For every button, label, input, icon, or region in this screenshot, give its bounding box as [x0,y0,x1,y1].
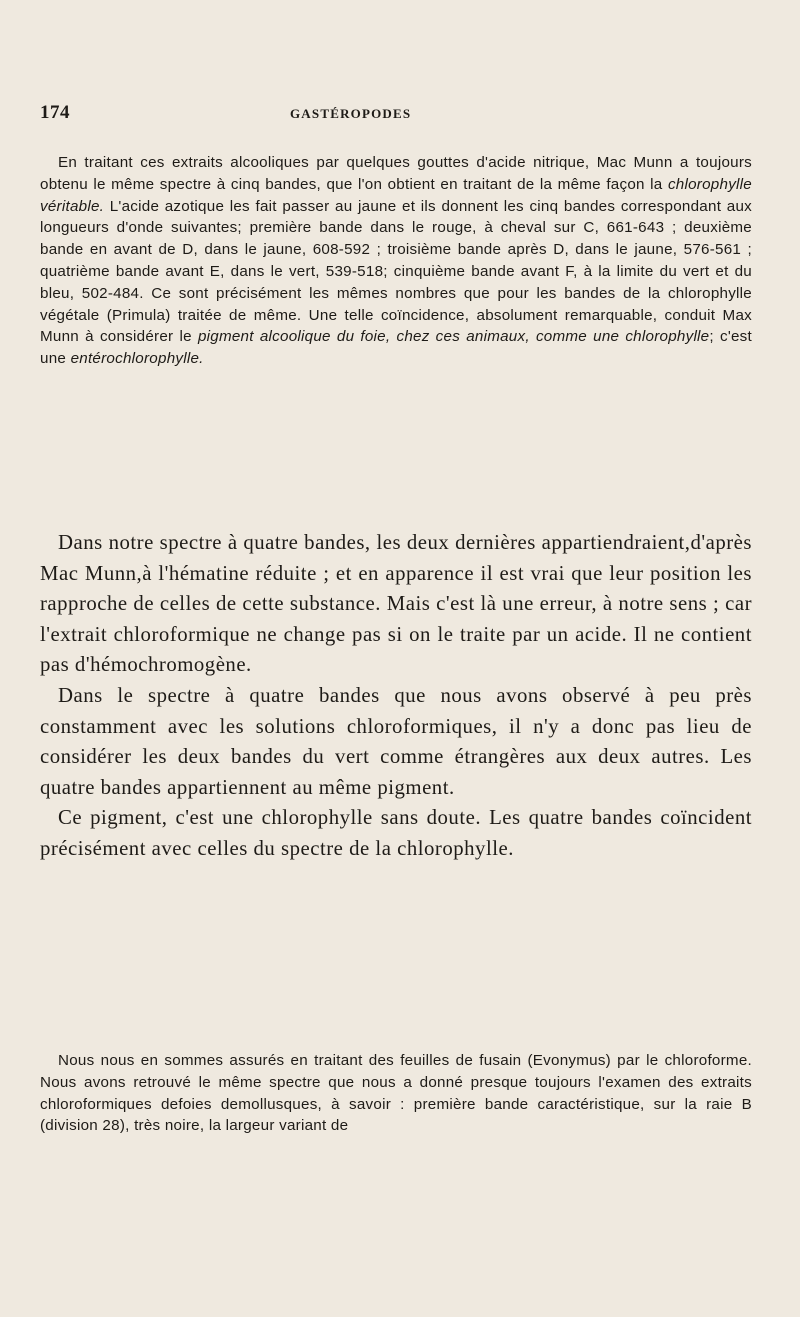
paragraph-mac-munn [40,152,752,370]
para1-italic-1: chlorophylle véritable. [40,175,752,215]
page-number: 174 [40,102,70,123]
paragraph-bandes-du-vert: Dans le spectre à quatre bandes que nous avons observé à peu près constamment avec les solutions chloroformiques, il n'y a donc pas lieu de considérer les deux bandes du vert comme étrangères aux deux autres. Les quatre bandes appartiennent au même pigment. [40,683,752,799]
paragraph-chlorophylle: Ce pigment, c'est une chlorophylle sans doute. Les quatre bandes coïncident précisément avec celles du spectre de la chlorophylle. [40,806,752,860]
paragraph-fusain: Nous nous en sommes assurés en traitant des feuilles de fusain (Evonymus) par le chloroforme. Nous avons retrouvé le même spectre que nous a donné presque toujours l'examen des extraits chloroformiques defoies demollusques, à savoir : première bande caractéristique, sur la raie B (division 28), très noire, la largeur variant de [40,1052,752,1135]
para1-italic-2: pigment alcoolique du foie, chez ces animaux, comme une chlorophylle [197,328,710,346]
running-title: GASTÉROPODES [290,106,412,121]
para1-italic-3: entérochlorophylle. [70,350,204,368]
para1-text-3: ; c'est une [40,328,752,368]
para1-text-1: En traitant ces extraits alcooliques par quelques gouttes d'acide nitrique, Mac Munn a toujours obtenu le même spectre à cinq bandes, que l'on obtient en traitant de la même façon la [40,154,752,193]
paragraph-spectre-quatre-bandes: Dans notre spectre à quatre bandes, les deux dernières appartiendraient,d'après Mac Munn,à l'hématine réduite ; et en apparence il est vrai que leur position les rapproche de celles de cette substance. Mais c'est là une erreur, à notre sens ; car l'extrait chloroformique ne change pas si on le traite par un acide. Il ne contient pas d'hémochromogène. [40,531,752,677]
main-text-block [40,528,752,865]
para1-text-2: L'acide azotique les fait passer au jaune et ils donnent les cinq bandes correspondant aux longueurs d'onde suivantes; première bande dans le rouge, à cheval sur C, 661-643 ; deuxième bande en avant de D, dans le jaune, 608-592 ; troisième bande après D, dans le jaune, 576-561 ; quatrième bande avant E, dans le vert, 539-518; cinquième bande avant F, à la limite du vert et du bleu, 502-484. Ce sont précisément les mêmes nombres que pour les bandes de la chlorophylle végétale (Primula) traitée de même. Une telle coïncidence, absolument remarquable, conduit Max Munn à considérer le [40,197,752,346]
